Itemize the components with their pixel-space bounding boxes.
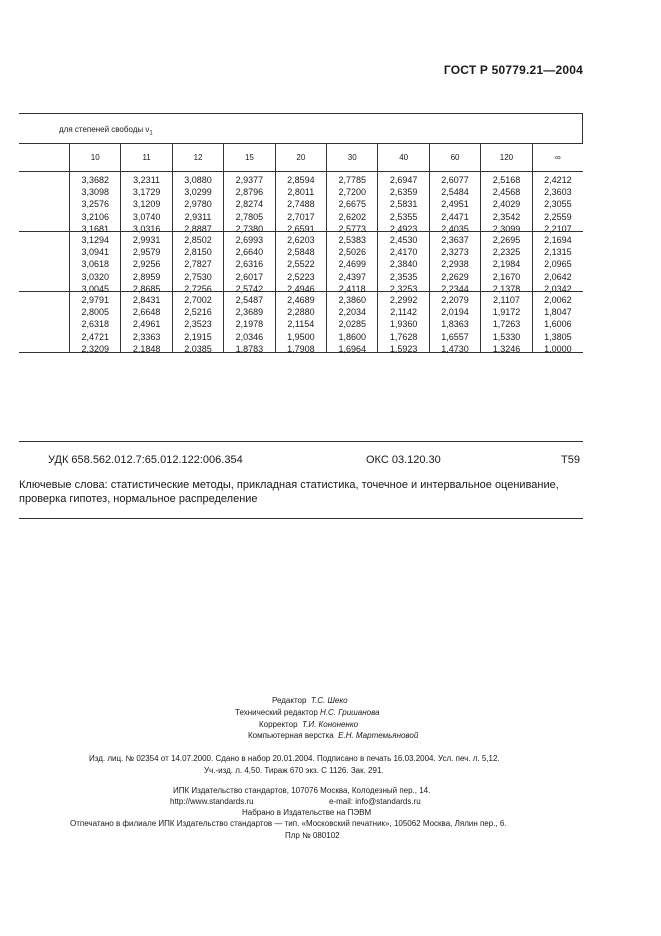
table-cell: 2,0194: [441, 307, 469, 318]
tech-editor-label: Технический редактор: [235, 708, 318, 717]
table-cell: 2,7380: [235, 223, 264, 234]
table-cell: 3,1294: [81, 235, 109, 245]
table-cell: 2,3209: [81, 343, 109, 354]
table-cell: 2,1694: [544, 235, 572, 245]
printed-line: Отпечатано в филиале ИПК Издательство стандартов — тип. «Московский печатник», 105062 Москва, Лялин пер., 6.: [70, 819, 507, 828]
table-cell: 2,5484: [441, 187, 469, 198]
column-header: 30: [327, 144, 377, 172]
table-cell: 2,1154: [287, 319, 315, 330]
plr-line: Плр № 080102: [285, 831, 340, 840]
table-column: [69, 144, 120, 352]
table-stub-column: [19, 144, 69, 352]
table-cell: 2,4961: [132, 319, 161, 330]
table-cell: 1,5330: [492, 331, 521, 342]
table-cell: 2,7805: [235, 211, 264, 222]
table-cell: 2,1915: [184, 331, 212, 342]
table-column: [532, 144, 583, 352]
table-cell: 2,4721: [81, 331, 109, 342]
table-column: [223, 144, 274, 352]
table-cell: 1,8363: [441, 319, 469, 330]
column-header: ∞: [533, 144, 583, 172]
table-block: [481, 232, 531, 292]
layout-label: Компьютерная верстка: [248, 731, 334, 740]
table-cell: 1,9360: [389, 319, 418, 330]
table-cell: 1,8600: [338, 331, 366, 342]
table-cell: 2,5487: [235, 295, 264, 305]
column-header: 60: [430, 144, 480, 172]
table-cell: 2,0285: [338, 319, 366, 330]
table-block: [121, 172, 171, 232]
table-cell: 1,6006: [544, 319, 572, 330]
publisher-line: ИПК Издательство стандартов, 107076 Москва, Колодезный пер., 14.: [173, 786, 431, 795]
editor-label: Редактор: [272, 696, 307, 705]
layout-line: [248, 731, 418, 740]
tech-editor-name: Н.С. Гришанова: [320, 708, 380, 717]
table-cell: 2,5216: [184, 307, 212, 318]
table-cell: 2,3542: [492, 211, 521, 222]
table-block: [533, 232, 583, 292]
table-cell: 2,8150: [184, 247, 212, 258]
table-column: [172, 144, 223, 352]
table-cell: 2,4699: [338, 259, 366, 270]
table-cell: 2,9780: [184, 199, 212, 210]
table-cell: 2,4951: [441, 199, 469, 210]
stub-block: [19, 232, 69, 292]
table-cell: 2,8887: [184, 223, 212, 234]
table-block: [121, 232, 171, 292]
table-cell: 2,3535: [389, 271, 418, 282]
critical-values-table: [19, 113, 583, 353]
table-block: [276, 172, 326, 232]
table-cell: 2,2325: [492, 247, 521, 258]
stub-header: [19, 144, 69, 172]
table-caption-subscript: 1: [149, 130, 153, 137]
table-cell: 2,5383: [338, 235, 366, 245]
table-cell: 2,7827: [184, 259, 212, 270]
table-cell: 2,2629: [441, 271, 469, 282]
table-cell: 2,4397: [338, 271, 366, 282]
table-cell: 2,0342: [544, 283, 572, 294]
table-block: [70, 292, 120, 352]
table-cell: 2,5773: [338, 223, 366, 234]
table-block: [224, 292, 274, 352]
table-cell: 2,6316: [235, 259, 264, 270]
table-cell: 3,0316: [132, 223, 161, 234]
table-cell: 2,2034: [338, 307, 366, 318]
table-block: [224, 172, 274, 232]
table-column: [480, 144, 531, 352]
column-header: 15: [224, 144, 274, 172]
table-grid: [19, 144, 583, 352]
table-block: [121, 292, 171, 352]
table-cell: 2,3860: [338, 295, 366, 305]
table-cell: 2,4170: [389, 247, 418, 258]
table-cell: 2,6017: [235, 271, 264, 282]
tech-editor-line: [235, 708, 380, 717]
column-header: 11: [121, 144, 171, 172]
column-header: 10: [70, 144, 120, 172]
table-cell: 3,2311: [133, 175, 161, 185]
table-caption: [59, 125, 153, 137]
table-cell: 2,9579: [132, 247, 161, 258]
table-cell: 3,2106: [81, 211, 109, 222]
table-cell: 2,9931: [132, 235, 161, 245]
table-cell: 2,3273: [441, 247, 469, 258]
group-code: Т59: [561, 454, 580, 466]
table-cell: 2,6648: [132, 307, 161, 318]
column-header: 12: [173, 144, 223, 172]
corrector-line: [259, 720, 358, 729]
table-cell: 2,0346: [235, 331, 264, 342]
table-cell: 2,3603: [544, 187, 572, 198]
table-caption-text: для степеней свободы ν: [59, 125, 150, 134]
table-block: [70, 232, 120, 292]
table-cell: 2,7002: [184, 295, 212, 305]
table-cell: 2,7017: [287, 211, 315, 222]
table-cell: 1,9500: [287, 331, 315, 342]
divider-bottom: [19, 518, 583, 519]
table-block: [533, 292, 583, 352]
table-cell: 3,0880: [184, 175, 212, 185]
table-cell: 3,0740: [132, 211, 161, 222]
table-cell: 3,0299: [184, 187, 212, 198]
table-block: [276, 232, 326, 292]
table-cell: 2,8431: [132, 295, 161, 305]
table-cell: 2,5831: [389, 199, 418, 210]
table-cell: 2,6675: [338, 199, 366, 210]
table-cell: 1,0000: [544, 343, 572, 354]
oks-code: ОКС 03.120.30: [366, 454, 441, 466]
table-cell: 1,7628: [389, 331, 418, 342]
table-cell: 1,7263: [492, 319, 521, 330]
table-cell: 2,7530: [184, 271, 212, 282]
table-cell: 1,6964: [338, 343, 366, 354]
table-cell: 2,3523: [184, 319, 212, 330]
table-block: [481, 172, 531, 232]
table-cell: 2,8274: [235, 199, 264, 210]
table-cell: 1,8783: [235, 343, 264, 354]
table-cell: 2,6640: [235, 247, 264, 258]
table-cell: 2,4471: [441, 211, 469, 222]
table-cell: 3,3098: [81, 187, 109, 198]
table-cell: 2,7785: [338, 175, 366, 185]
keywords: Ключевые слова: статистические методы, прикладная статистика, точечное и интервальное оценивание, проверка гипотез, нормальное распределение: [19, 479, 559, 505]
table-column: [326, 144, 377, 352]
table-cell: 2,4530: [389, 235, 418, 245]
table-block: [430, 292, 480, 352]
table-cell: 1,3805: [544, 331, 572, 342]
table-cell: 1,9172: [492, 307, 521, 318]
table-cell: 2,2559: [544, 211, 572, 222]
table-cell: 2,3363: [132, 331, 161, 342]
stub-block: [19, 172, 69, 232]
table-cell: 2,5848: [287, 247, 315, 258]
table-cell: 2,2992: [389, 295, 418, 305]
table-cell: 2,3253: [389, 283, 418, 294]
table-cell: 2,2880: [287, 307, 315, 318]
licence-line-2: Уч.-изд. л. 4,50. Тираж 670 экз. С 1126. Зак. 291.: [204, 766, 384, 775]
table-cell: 2,8005: [81, 307, 109, 318]
table-cell: 2,8685: [132, 283, 161, 294]
table-cell: 1,6557: [441, 331, 469, 342]
table-cell: 2,1848: [132, 343, 161, 354]
table-cell: 2,8594: [287, 175, 315, 185]
table-block: [378, 172, 428, 232]
table-cell: 2,3637: [441, 235, 469, 245]
table-cell: 2,6203: [287, 235, 315, 245]
table-cell: 2,9311: [184, 211, 212, 222]
table-cell: 2,2695: [492, 235, 521, 245]
table-cell: 1,7908: [287, 343, 315, 354]
table-cell: 2,9377: [235, 175, 264, 185]
table-cell: 2,5742: [235, 283, 264, 294]
table-cell: 2,8959: [132, 271, 161, 282]
table-cell: 2,1315: [544, 247, 572, 258]
table-cell: 2,7200: [338, 187, 366, 198]
table-cell: 2,2107: [544, 223, 572, 234]
table-cell: 3,0618: [81, 259, 109, 270]
table-cell: 3,1209: [132, 199, 161, 210]
editor-name: Т.С. Шеко: [310, 696, 348, 705]
udk-code: УДК 658.562.012.7:65.012.122:006.354: [48, 454, 243, 466]
table-cell: 1,4730: [441, 343, 469, 354]
layout-name: Е.Н. Мартемьяновой: [338, 731, 419, 740]
table-caption-row: [19, 114, 583, 144]
table-cell: 2,3840: [389, 259, 418, 270]
table-block: [378, 292, 428, 352]
table-cell: 2,5026: [338, 247, 366, 258]
table-cell: 2,5522: [287, 259, 315, 270]
email: e-mail: info@standards.ru: [329, 797, 421, 806]
table-cell: 2,9256: [132, 259, 161, 270]
table-cell: 2,0965: [544, 259, 572, 270]
table-block: [327, 292, 377, 352]
table-block: [378, 232, 428, 292]
table-block: [173, 292, 223, 352]
table-block: [481, 292, 531, 352]
editor-line: [272, 696, 348, 705]
divider-top: [19, 441, 583, 442]
table-cell: 3,1729: [132, 187, 161, 198]
table-cell: 2,4923: [389, 223, 418, 234]
table-cell: 2,1978: [235, 319, 264, 330]
table-block: [430, 172, 480, 232]
table-cell: 2,7488: [287, 199, 315, 210]
table-cell: 2,5223: [287, 271, 315, 282]
table-cell: 2,4035: [441, 223, 469, 234]
table-cell: 1,8047: [544, 307, 572, 318]
table-cell: 2,3055: [544, 199, 572, 210]
column-header: 20: [276, 144, 326, 172]
table-block: [70, 172, 120, 232]
table-cell: 2,1984: [492, 259, 521, 270]
table-cell: 2,9791: [81, 295, 109, 305]
table-cell: 2,6993: [235, 235, 264, 245]
table-cell: 1,3246: [492, 343, 521, 354]
table-cell: 2,1378: [492, 283, 521, 294]
table-cell: 2,0642: [544, 271, 572, 282]
table-cell: 2,2079: [441, 295, 469, 305]
table-cell: 2,1670: [492, 271, 521, 282]
table-cell: 2,4118: [338, 283, 366, 294]
table-cell: 2,8796: [235, 187, 264, 198]
table-block: [430, 232, 480, 292]
table-cell: 3,0320: [81, 271, 109, 282]
table-cell: 2,6077: [441, 175, 469, 185]
table-cell: 2,3099: [492, 223, 521, 234]
table-column: [377, 144, 428, 352]
table-cell: 2,5168: [492, 175, 521, 185]
column-header: 120: [481, 144, 531, 172]
table-block: [327, 232, 377, 292]
table-cell: 3,1681: [81, 223, 109, 234]
table-cell: 2,6947: [389, 175, 418, 185]
table-cell: 2,4689: [287, 295, 315, 305]
table-cell: 2,0385: [184, 343, 212, 354]
column-header: 40: [378, 144, 428, 172]
licence-line-1: Изд. лиц. № 02354 от 14.07.2000. Сдано в набор 20.01.2004. Подписано в печать 16.03.2004. Усл. печ. л. 5,12.: [89, 754, 500, 763]
website: http://www.standards.ru: [170, 797, 254, 806]
table-block: [173, 172, 223, 232]
table-cell: 2,6318: [81, 319, 109, 330]
table-cell: 2,4029: [492, 199, 521, 210]
table-block: [173, 232, 223, 292]
table-cell: 2,4946: [287, 283, 315, 294]
typeset-line: Набрано в Издательстве на ПЭВМ: [242, 808, 372, 817]
table-cell: 1,5923: [389, 343, 418, 354]
corrector-label: Корректор: [259, 720, 298, 729]
table-column: [120, 144, 171, 352]
table-cell: 2,6202: [338, 211, 366, 222]
table-block: [224, 232, 274, 292]
table-cell: 2,8011: [287, 187, 315, 198]
table-cell: 2,2938: [441, 259, 469, 270]
table-cell: 2,5355: [389, 211, 418, 222]
table-column: [429, 144, 480, 352]
table-cell: 3,0045: [81, 283, 109, 294]
table-cell: 3,0941: [81, 247, 109, 258]
table-block: [327, 172, 377, 232]
table-cell: 2,1107: [493, 295, 520, 305]
table-cell: 3,2576: [81, 199, 109, 210]
table-cell: 2,7256: [184, 283, 212, 294]
table-cell: 2,8502: [184, 235, 212, 245]
table-cell: 2,0062: [544, 295, 572, 305]
standard-code: ГОСТ Р 50779.21—2004: [443, 63, 583, 77]
table-cell: 2,6359: [389, 187, 418, 198]
table-block: [276, 292, 326, 352]
table-cell: 2,4212: [544, 175, 572, 185]
stub-block: [19, 292, 69, 352]
table-cell: 3,3682: [81, 175, 109, 185]
table-column: [275, 144, 326, 352]
table-cell: 2,3689: [235, 307, 264, 318]
corrector-name: Т.И. Кононенко: [301, 720, 359, 729]
table-cell: 2,4568: [492, 187, 521, 198]
table-cell: 2,2344: [441, 283, 469, 294]
table-block: [533, 172, 583, 232]
table-cell: 2,1142: [390, 307, 418, 318]
table-cell: 2,6591: [287, 223, 315, 234]
